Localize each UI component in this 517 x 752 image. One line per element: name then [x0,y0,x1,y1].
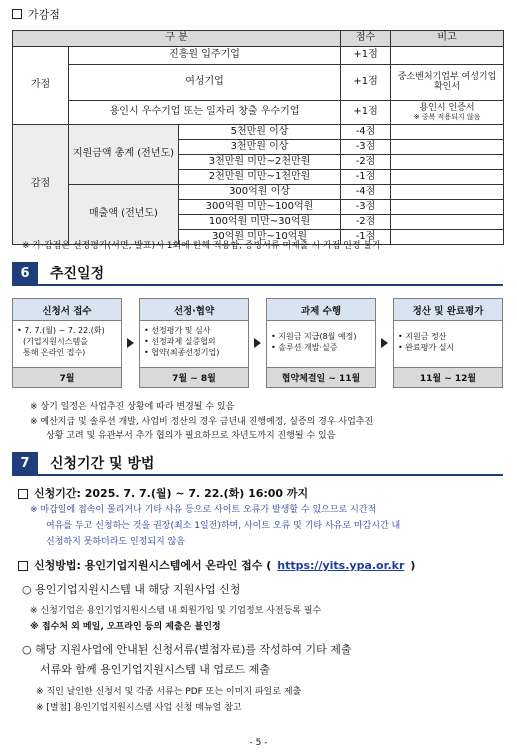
section-6-header [12,262,503,284]
range-cell: 3천만원 이상 [179,140,341,155]
remark-cell [391,170,504,185]
remark-cell [391,200,504,215]
score-cell: -3점 [341,200,391,215]
step-period: 11월 ~ 12월 [394,367,502,387]
step-line: • 선정과제 실증협의 [144,337,216,346]
schedule-note: 상황 고려 및 유관부서 추가 협의가 필요하므로 차년도까지 진행될 수 있음 [46,431,336,441]
score-cell: -4점 [341,185,391,200]
section-7-header [12,452,503,474]
bonus-section-title: 가감점 [28,8,60,21]
step-line: • 협약(최종선정기업) [144,348,220,357]
application-period [18,487,308,501]
remark-cell [391,140,504,155]
step-line: • 완료평가 실시 [398,343,455,352]
bonus-score: +1점 [341,65,391,101]
score-cell: -2점 [341,215,391,230]
section-number: 7 [12,452,38,474]
step-title: 과제 수행 [267,299,375,321]
step-line: • 7. 7.(월) ~ 7. 22.(화) [17,326,105,335]
score-cell: -1점 [341,230,391,245]
remark-cell [391,155,504,170]
remark-cell [391,230,504,245]
checkbox-square-icon [18,561,28,571]
checkbox-square-icon [12,9,22,19]
bonus-label: 가점 [13,47,69,125]
remark-text: 용인시 인증서 [419,103,475,114]
arrow-right-icon [127,338,134,348]
method-text: 신청방법: 용인기업지원시스템에서 온라인 접수 ( [34,559,272,572]
table-row [13,47,504,65]
step-selection [139,298,249,388]
header-score: 점수 [341,31,391,47]
step-line: (기업지원시스템을 [23,337,88,346]
step-line: • 지원금 정산 [398,332,447,341]
table-note: ※ 가·감점은 선정평가(서면, 발표)시 1회에 한해 적용함, 증빙서류 미제출 시 가점 인정 불가 [22,241,381,251]
bonus-item: 용인시 우수기업 또는 일자리 창출 우수기업 [69,101,341,125]
section-title: 신청기간 및 방법 [50,456,155,472]
bonus-section-heading [12,6,60,22]
step-execution [266,298,376,388]
remark-note: ※ 중복 적용되지 않음 [413,112,481,121]
step-line: • 솔루션 개발·실증 [271,343,338,352]
range-cell: 300억원 미만~100억원 [179,200,341,215]
bonus-score: +1점 [341,47,391,65]
bonus-score: +1점 [341,101,391,125]
score-cell: -4점 [341,125,391,140]
arrow-right-icon [254,338,261,348]
system-url-link[interactable]: https://yits.ypa.or.kr [277,559,405,572]
range-cell: 5천만원 이상 [179,125,341,140]
step-line: • 지원금 지급(8월 예정) [271,332,357,341]
table-row [13,125,504,140]
header-remark: 비고 [391,31,504,47]
checkbox-square-icon [18,489,28,499]
method-item: ○ 용인기업지원시스템 내 해당 지원사업 신청 [22,583,241,596]
method-note: ※ 접수처 외 메일, 오프라인 등의 제출은 불인정 [30,622,221,632]
step-line: • 선정평가 및 심사 [144,326,211,335]
period-note: 신청하지 못하더라도 인정되지 않음 [46,537,185,547]
step-application [12,298,122,388]
schedule-note: ※ 예산지급 및 솔루션 개발, 사업비 정산의 경우 금년내 진행예정, 실증의 경우 사업추진 [30,417,374,427]
score-cell: -1점 [341,170,391,185]
step-title: 신청서 접수 [13,299,121,321]
group-label: 매출액 (전년도) [69,185,179,245]
step-title: 정산 및 완료평가 [394,299,502,321]
method-suffix: ) [410,559,416,572]
section-number: 6 [12,262,38,284]
deduct-label: 감점 [13,125,69,245]
step-period: 협약체결일 ~ 11월 [267,367,375,387]
remark-cell [391,125,504,140]
bonus-item: 진흥원 입주기업 [69,47,341,65]
remark-cell [391,185,504,200]
bonus-item: 여성기업 [69,65,341,101]
table-header-row [13,31,504,47]
bonus-remark: 중소벤처기업부 여성기업 확인서 [391,65,504,101]
section-title: 추진일정 [50,266,105,282]
period-note: 여유를 두고 신청하는 것을 권장(최소 1일전)하며, 사이트 오류 및 기타 사유로 마감시간 내 [46,521,401,531]
step-line: 통해 온라인 접수) [23,348,86,357]
table-row [13,185,504,200]
table-row [13,65,504,101]
bonus-deduction-table [12,30,504,245]
range-cell: 3천만원 미만~2천만원 [179,155,341,170]
range-cell: 100억원 미만~30억원 [179,215,341,230]
step-title: 선정·협약 [140,299,248,321]
section-divider [12,284,503,286]
document-note: ※ 직인 날인한 신청서 및 각종 서류는 PDF 또는 이미지 파일로 제출 [36,687,302,697]
bonus-remark [391,101,504,125]
range-cell: 30억원 미만~10억원 [179,230,341,245]
schedule-note: ※ 상기 일정은 사업추진 상황에 따라 변경될 수 있음 [30,402,235,412]
period-text: 신청기간: 2025. 7. 7.(월) ~ 7. 22.(화) 16:00 까지 [34,487,309,500]
schedule-flow [12,298,503,388]
bonus-remark [391,47,504,65]
range-cell: 2천만원 미만~1천만원 [179,170,341,185]
step-body [267,321,375,368]
application-method [18,559,415,573]
header-category: 구 분 [13,31,341,47]
page-number: - 5 - [249,738,268,748]
remark-cell [391,215,504,230]
step-period: 7월 ~ 8월 [140,367,248,387]
method-note: ※ 신청기업은 용인기업지원시스템 내 회원가입 및 기업정보 사전등록 필수 [30,606,322,616]
document-item: ○ 해당 지원사업에 안내된 신청서류(별첨자료)를 작성하여 기타 제출 [22,643,352,656]
period-note: ※ 마감일에 접속이 몰리거나 기타 사유 등으로 사이트 오류가 발생할 수 있으므로 시간적 [30,505,377,515]
document-note: ※ [별첨] 용인기업지원시스템 사업 신청 매뉴얼 참고 [36,703,242,713]
section-divider [12,474,503,476]
score-cell: -3점 [341,140,391,155]
step-body [394,321,502,368]
arrow-right-icon [381,338,388,348]
step-period: 7월 [13,367,121,387]
step-body [13,321,121,368]
document-item: 서류와 함께 용인기업지원시스템 내 업로드 제출 [40,663,271,676]
step-settlement [393,298,503,388]
range-cell: 300억원 이상 [179,185,341,200]
group-label: 지원금액 총계 (전년도) [69,125,179,185]
score-cell: -2점 [341,155,391,170]
step-body [140,321,248,368]
table-row [13,101,504,125]
